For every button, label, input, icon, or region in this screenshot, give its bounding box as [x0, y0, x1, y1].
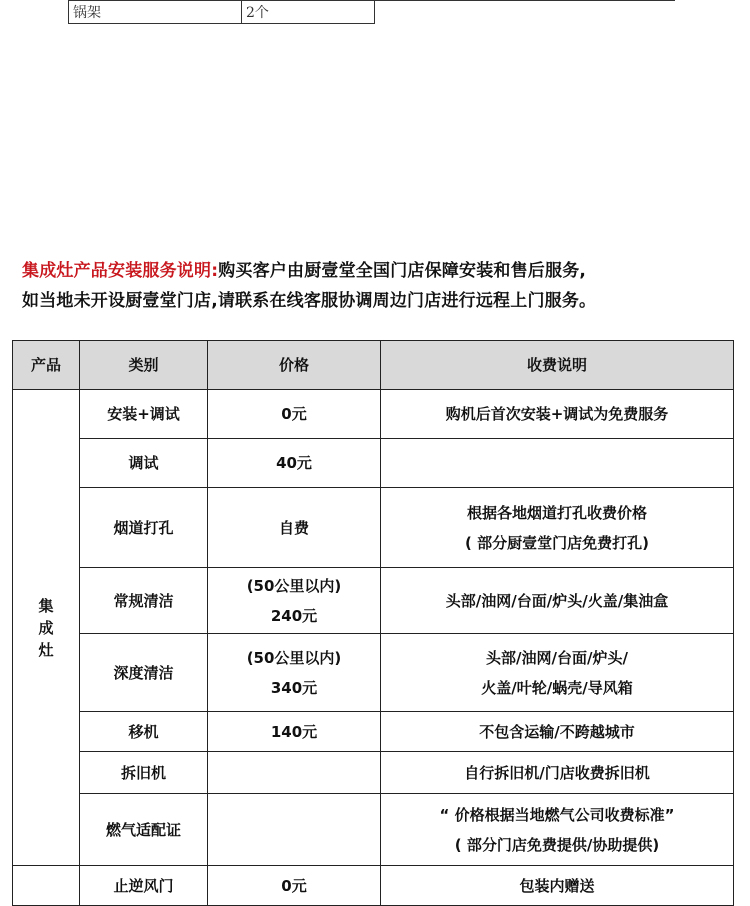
price-line: 240元 [270, 606, 318, 625]
spec-label: 锅架 [69, 1, 242, 24]
note-cell [381, 390, 734, 439]
table-row [13, 866, 734, 906]
note-cell [381, 439, 734, 488]
service-fee-table [12, 340, 734, 906]
table-row [13, 752, 734, 794]
intro-text: 购买客户由厨壹堂全国门店保障安装和售后服务, [218, 261, 587, 281]
category-cell: 燃气适配证 [80, 794, 208, 866]
header-note: 收费说明 [381, 341, 734, 390]
note-line: ( 部分厨壹堂门店免费打孔) [465, 533, 649, 552]
note-line: 不包含运输/不跨越城市 [479, 722, 635, 741]
note-cell [381, 634, 734, 712]
price-cell [208, 488, 381, 568]
product-cell [13, 390, 80, 866]
note-cell [381, 712, 734, 752]
table-row [13, 390, 734, 439]
header-category: 类别 [80, 341, 208, 390]
category-cell: 移机 [80, 712, 208, 752]
note-line: 购机后首次安装+调试为免费服务 [445, 405, 669, 423]
price-line: 40元 [276, 454, 312, 472]
table-row [13, 794, 734, 866]
note-line: 头部/油网/台面/炉头/ [486, 648, 628, 667]
table-row [13, 439, 734, 488]
price-line: 自费 [278, 518, 309, 537]
note-cell [381, 488, 734, 568]
price-cell: 0元 [208, 866, 381, 906]
price-line: 140元 [270, 722, 318, 741]
table-row [69, 1, 375, 24]
table-row [13, 568, 734, 634]
category-cell: 止逆风门 [80, 866, 208, 906]
intro-line-1 [22, 256, 732, 286]
price-cell [208, 634, 381, 712]
note-line: “ 价格根据当地燃气公司收费标准” [439, 805, 675, 824]
service-intro [22, 256, 732, 316]
product-char: 成 [38, 618, 54, 637]
price-cell [208, 568, 381, 634]
table-border-line [375, 0, 675, 1]
table-row [13, 712, 734, 752]
category-cell: 烟道打孔 [80, 488, 208, 568]
price-cell [208, 752, 381, 794]
product-cell [13, 866, 80, 906]
header-price: 价格 [208, 341, 381, 390]
category-cell: 拆旧机 [80, 752, 208, 794]
note-line: 自行拆旧机/门店收费拆旧机 [464, 763, 650, 782]
note-cell [381, 752, 734, 794]
price-cell [208, 794, 381, 866]
price-line: 0元 [281, 405, 307, 423]
category-cell: 深度清洁 [80, 634, 208, 712]
spec-value: 2个 [242, 1, 375, 24]
table-row [13, 488, 734, 568]
table-row [13, 634, 734, 712]
price-line: (50公里以内) [246, 576, 342, 595]
price-line: 340元 [270, 678, 318, 697]
intro-highlight: 集成灶产品安装服务说明: [22, 261, 219, 281]
spec-table-fragment [68, 0, 375, 24]
table-header-row [13, 341, 734, 390]
category-cell: 常规清洁 [80, 568, 208, 634]
price-cell [208, 712, 381, 752]
note-cell [381, 568, 734, 634]
note-line: ( 部分门店免费提供/协助提供) [454, 835, 660, 854]
price-cell [208, 390, 381, 439]
price-cell [208, 439, 381, 488]
product-char: 灶 [38, 640, 54, 659]
note-line: 头部/油网/台面/炉头/火盖/集油盒 [445, 591, 669, 610]
category-cell: 安装+调试 [80, 390, 208, 439]
note-line: 根据各地烟道打孔收费价格 [466, 503, 647, 522]
category-cell: 调试 [80, 439, 208, 488]
price-line: (50公里以内) [246, 648, 342, 667]
note-cell: 包装内赠送 [381, 866, 734, 906]
intro-line-2: 如当地未开设厨壹堂门店,请联系在线客服协调周边门店进行远程上门服务。 [22, 291, 597, 311]
note-cell [381, 794, 734, 866]
product-char: 集 [38, 596, 54, 615]
note-line: 火盖/叶轮/蜗壳/导风箱 [481, 678, 633, 697]
header-product: 产品 [13, 341, 80, 390]
